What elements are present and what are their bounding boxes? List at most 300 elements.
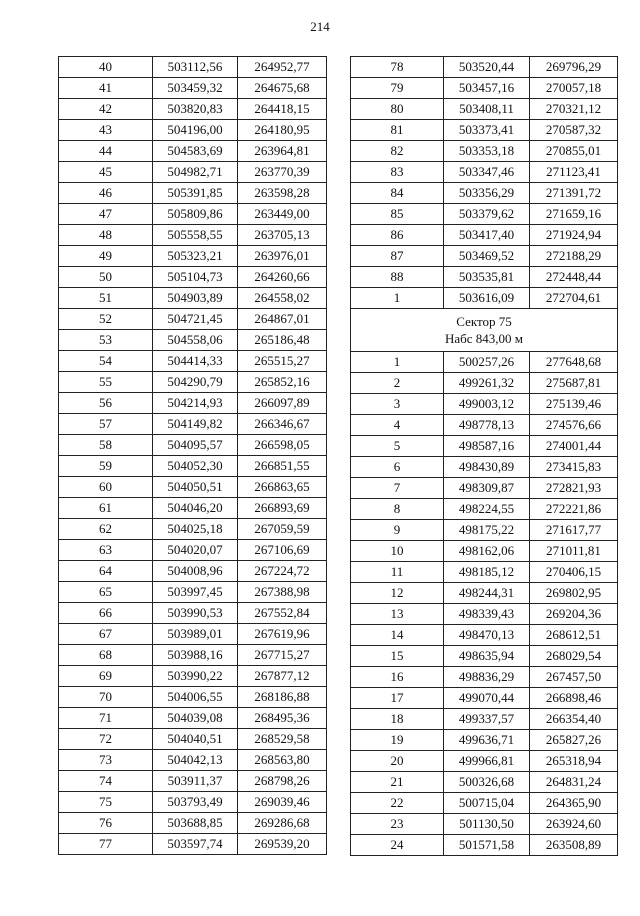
point-number-cell: 24 — [351, 835, 444, 856]
x-coordinate-cell: 504040,51 — [153, 729, 238, 750]
x-coordinate-cell: 504290,79 — [153, 372, 238, 393]
y-coordinate-cell: 263598,28 — [238, 183, 327, 204]
x-coordinate-cell: 503535,81 — [444, 267, 530, 288]
table-row — [59, 99, 327, 120]
point-number-cell: 1 — [351, 288, 444, 309]
x-coordinate-cell: 503597,74 — [153, 834, 238, 855]
table-row — [351, 667, 618, 688]
table-row — [59, 162, 327, 183]
y-coordinate-cell: 263770,39 — [238, 162, 327, 183]
table-row — [351, 730, 618, 751]
point-number-cell: 19 — [351, 730, 444, 751]
table-row — [351, 246, 618, 267]
table-row — [351, 583, 618, 604]
x-coordinate-cell: 504196,00 — [153, 120, 238, 141]
y-coordinate-cell: 264418,15 — [238, 99, 327, 120]
x-coordinate-cell: 504214,93 — [153, 393, 238, 414]
y-coordinate-cell: 266598,05 — [238, 435, 327, 456]
point-number-cell: 20 — [351, 751, 444, 772]
table-row — [59, 288, 327, 309]
x-coordinate-cell: 499070,44 — [444, 688, 530, 709]
table-row — [351, 562, 618, 583]
point-number-cell: 75 — [59, 792, 153, 813]
x-coordinate-cell: 504025,18 — [153, 519, 238, 540]
table-row — [351, 57, 618, 78]
table-row — [351, 814, 618, 835]
point-number-cell: 23 — [351, 814, 444, 835]
y-coordinate-cell: 264558,02 — [238, 288, 327, 309]
y-coordinate-cell: 274576,66 — [530, 415, 618, 436]
x-coordinate-cell: 503616,09 — [444, 288, 530, 309]
table-row — [351, 835, 618, 856]
table-row — [351, 793, 618, 814]
x-coordinate-cell: 504006,55 — [153, 687, 238, 708]
point-number-cell: 5 — [351, 436, 444, 457]
point-number-cell: 88 — [351, 267, 444, 288]
x-coordinate-cell: 505809,86 — [153, 204, 238, 225]
point-number-cell: 71 — [59, 708, 153, 729]
table-row — [59, 687, 327, 708]
table-row — [59, 771, 327, 792]
y-coordinate-cell: 266346,67 — [238, 414, 327, 435]
x-coordinate-cell: 505323,21 — [153, 246, 238, 267]
x-coordinate-cell: 503990,22 — [153, 666, 238, 687]
x-coordinate-cell: 498185,12 — [444, 562, 530, 583]
x-coordinate-cell: 503356,29 — [444, 183, 530, 204]
point-number-cell: 17 — [351, 688, 444, 709]
y-coordinate-cell: 271924,94 — [530, 225, 618, 246]
y-coordinate-cell: 269204,36 — [530, 604, 618, 625]
y-coordinate-cell: 265827,26 — [530, 730, 618, 751]
sector-subtitle: Набс 843,00 м — [444, 331, 524, 346]
x-coordinate-cell: 504095,57 — [153, 435, 238, 456]
point-number-cell: 15 — [351, 646, 444, 667]
point-number-cell: 60 — [59, 477, 153, 498]
x-coordinate-cell: 504558,06 — [153, 330, 238, 351]
left-coordinates-table — [58, 56, 327, 855]
point-number-cell: 81 — [351, 120, 444, 141]
y-coordinate-cell: 277648,68 — [530, 352, 618, 373]
point-number-cell: 79 — [351, 78, 444, 99]
point-number-cell: 74 — [59, 771, 153, 792]
x-coordinate-cell: 504039,08 — [153, 708, 238, 729]
point-number-cell: 87 — [351, 246, 444, 267]
x-coordinate-cell: 504008,96 — [153, 561, 238, 582]
y-coordinate-cell: 268798,26 — [238, 771, 327, 792]
y-coordinate-cell: 263449,00 — [238, 204, 327, 225]
table-row — [59, 708, 327, 729]
point-number-cell: 8 — [351, 499, 444, 520]
y-coordinate-cell: 266893,69 — [238, 498, 327, 519]
point-number-cell: 70 — [59, 687, 153, 708]
table-row — [59, 792, 327, 813]
point-number-cell: 66 — [59, 603, 153, 624]
point-number-cell: 59 — [59, 456, 153, 477]
y-coordinate-cell: 273415,83 — [530, 457, 618, 478]
y-coordinate-cell: 272448,44 — [530, 267, 618, 288]
point-number-cell: 7 — [351, 478, 444, 499]
point-number-cell: 73 — [59, 750, 153, 771]
x-coordinate-cell: 498587,16 — [444, 436, 530, 457]
y-coordinate-cell: 271011,81 — [530, 541, 618, 562]
point-number-cell: 53 — [59, 330, 153, 351]
table-row — [59, 225, 327, 246]
point-number-cell: 41 — [59, 78, 153, 99]
x-coordinate-cell: 499261,32 — [444, 373, 530, 394]
table-row — [59, 519, 327, 540]
table-row — [59, 372, 327, 393]
y-coordinate-cell: 268612,51 — [530, 625, 618, 646]
y-coordinate-cell: 265515,27 — [238, 351, 327, 372]
table-row — [59, 120, 327, 141]
x-coordinate-cell: 500715,04 — [444, 793, 530, 814]
point-number-cell: 10 — [351, 541, 444, 562]
y-coordinate-cell: 264831,24 — [530, 772, 618, 793]
x-coordinate-cell: 505558,55 — [153, 225, 238, 246]
y-coordinate-cell: 266097,89 — [238, 393, 327, 414]
y-coordinate-cell: 267106,69 — [238, 540, 327, 561]
table-row — [59, 624, 327, 645]
table-row — [59, 435, 327, 456]
x-coordinate-cell: 504414,33 — [153, 351, 238, 372]
table-row — [59, 309, 327, 330]
y-coordinate-cell: 267224,72 — [238, 561, 327, 582]
y-coordinate-cell: 264952,77 — [238, 57, 327, 78]
table-row — [351, 604, 618, 625]
x-coordinate-cell: 500326,68 — [444, 772, 530, 793]
point-number-cell: 2 — [351, 373, 444, 394]
table-row — [351, 499, 618, 520]
table-row — [59, 498, 327, 519]
x-coordinate-cell: 498635,94 — [444, 646, 530, 667]
table-row — [351, 141, 618, 162]
x-coordinate-cell: 498175,22 — [444, 520, 530, 541]
y-coordinate-cell: 267059,59 — [238, 519, 327, 540]
table-row — [351, 688, 618, 709]
point-number-cell: 46 — [59, 183, 153, 204]
y-coordinate-cell: 267715,27 — [238, 645, 327, 666]
y-coordinate-cell: 274001,44 — [530, 436, 618, 457]
x-coordinate-cell: 503911,37 — [153, 771, 238, 792]
point-number-cell: 65 — [59, 582, 153, 603]
point-number-cell: 77 — [59, 834, 153, 855]
table-row — [351, 625, 618, 646]
x-coordinate-cell: 498470,13 — [444, 625, 530, 646]
x-coordinate-cell: 503469,52 — [444, 246, 530, 267]
x-coordinate-cell: 504020,07 — [153, 540, 238, 561]
y-coordinate-cell: 266851,55 — [238, 456, 327, 477]
x-coordinate-cell: 505104,73 — [153, 267, 238, 288]
y-coordinate-cell: 271123,41 — [530, 162, 618, 183]
point-number-cell: 85 — [351, 204, 444, 225]
x-coordinate-cell: 504046,20 — [153, 498, 238, 519]
point-number-cell: 72 — [59, 729, 153, 750]
point-number-cell: 1 — [351, 352, 444, 373]
table-row — [59, 729, 327, 750]
x-coordinate-cell: 501571,58 — [444, 835, 530, 856]
y-coordinate-cell: 268563,80 — [238, 750, 327, 771]
table-row — [59, 477, 327, 498]
table-row — [351, 162, 618, 183]
table-row — [59, 540, 327, 561]
point-number-cell: 18 — [351, 709, 444, 730]
point-number-cell: 55 — [59, 372, 153, 393]
table-row — [59, 246, 327, 267]
x-coordinate-cell: 503990,53 — [153, 603, 238, 624]
y-coordinate-cell: 268029,54 — [530, 646, 618, 667]
page-number: 214 — [310, 19, 330, 34]
x-coordinate-cell: 498778,13 — [444, 415, 530, 436]
table-row — [59, 393, 327, 414]
table-row — [351, 646, 618, 667]
table-row — [351, 520, 618, 541]
y-coordinate-cell: 271659,16 — [530, 204, 618, 225]
y-coordinate-cell: 270321,12 — [530, 99, 618, 120]
y-coordinate-cell: 270057,18 — [530, 78, 618, 99]
table-row — [59, 351, 327, 372]
y-coordinate-cell: 263508,89 — [530, 835, 618, 856]
table-row — [59, 57, 327, 78]
y-coordinate-cell: 271391,72 — [530, 183, 618, 204]
table-row — [351, 267, 618, 288]
right-coordinates-table — [350, 56, 618, 856]
y-coordinate-cell: 269796,29 — [530, 57, 618, 78]
x-coordinate-cell: 503520,44 — [444, 57, 530, 78]
sector-title: Сектор 75 — [456, 314, 512, 329]
table-row — [59, 750, 327, 771]
y-coordinate-cell: 264180,95 — [238, 120, 327, 141]
x-coordinate-cell: 498309,87 — [444, 478, 530, 499]
point-number-cell: 62 — [59, 519, 153, 540]
point-number-cell: 52 — [59, 309, 153, 330]
point-number-cell: 84 — [351, 183, 444, 204]
x-coordinate-cell: 504982,71 — [153, 162, 238, 183]
point-number-cell: 45 — [59, 162, 153, 183]
x-coordinate-cell: 503353,18 — [444, 141, 530, 162]
point-number-cell: 67 — [59, 624, 153, 645]
table-row — [351, 183, 618, 204]
table-row — [351, 415, 618, 436]
x-coordinate-cell: 504052,30 — [153, 456, 238, 477]
table-row — [351, 204, 618, 225]
y-coordinate-cell: 263964,81 — [238, 141, 327, 162]
point-number-cell: 14 — [351, 625, 444, 646]
point-number-cell: 54 — [59, 351, 153, 372]
y-coordinate-cell: 268529,58 — [238, 729, 327, 750]
table-row — [351, 99, 618, 120]
y-coordinate-cell: 267619,96 — [238, 624, 327, 645]
point-number-cell: 22 — [351, 793, 444, 814]
point-number-cell: 63 — [59, 540, 153, 561]
y-coordinate-cell: 266354,40 — [530, 709, 618, 730]
y-coordinate-cell: 275687,81 — [530, 373, 618, 394]
table-row — [59, 267, 327, 288]
y-coordinate-cell: 267552,84 — [238, 603, 327, 624]
x-coordinate-cell: 498244,31 — [444, 583, 530, 604]
table-row — [351, 394, 618, 415]
y-coordinate-cell: 263924,60 — [530, 814, 618, 835]
y-coordinate-cell: 269539,20 — [238, 834, 327, 855]
point-number-cell: 51 — [59, 288, 153, 309]
table-row — [59, 834, 327, 855]
table-row — [351, 78, 618, 99]
table-row — [351, 478, 618, 499]
point-number-cell: 56 — [59, 393, 153, 414]
table-row — [59, 183, 327, 204]
table-row — [351, 709, 618, 730]
point-number-cell: 57 — [59, 414, 153, 435]
point-number-cell: 47 — [59, 204, 153, 225]
table-row — [59, 582, 327, 603]
x-coordinate-cell: 498430,89 — [444, 457, 530, 478]
y-coordinate-cell: 265852,16 — [238, 372, 327, 393]
x-coordinate-cell: 503688,85 — [153, 813, 238, 834]
table-row — [351, 751, 618, 772]
y-coordinate-cell: 270587,32 — [530, 120, 618, 141]
x-coordinate-cell: 503997,45 — [153, 582, 238, 603]
table-row — [59, 813, 327, 834]
table-row — [351, 772, 618, 793]
y-coordinate-cell: 272821,93 — [530, 478, 618, 499]
y-coordinate-cell: 264260,66 — [238, 267, 327, 288]
table-row — [59, 414, 327, 435]
x-coordinate-cell: 503112,56 — [153, 57, 238, 78]
x-coordinate-cell: 503417,40 — [444, 225, 530, 246]
point-number-cell: 61 — [59, 498, 153, 519]
x-coordinate-cell: 504721,45 — [153, 309, 238, 330]
x-coordinate-cell: 504903,89 — [153, 288, 238, 309]
x-coordinate-cell: 498339,43 — [444, 604, 530, 625]
table-row — [59, 204, 327, 225]
table-row — [59, 456, 327, 477]
y-coordinate-cell: 264867,01 — [238, 309, 327, 330]
point-number-cell: 4 — [351, 415, 444, 436]
y-coordinate-cell: 268186,88 — [238, 687, 327, 708]
point-number-cell: 86 — [351, 225, 444, 246]
point-number-cell: 83 — [351, 162, 444, 183]
x-coordinate-cell: 499003,12 — [444, 394, 530, 415]
sector-header-row — [351, 309, 618, 352]
point-number-cell: 3 — [351, 394, 444, 415]
table-row — [351, 436, 618, 457]
y-coordinate-cell: 267388,98 — [238, 582, 327, 603]
table-row — [59, 666, 327, 687]
table-row — [351, 288, 618, 309]
point-number-cell: 9 — [351, 520, 444, 541]
y-coordinate-cell: 269802,95 — [530, 583, 618, 604]
point-number-cell: 40 — [59, 57, 153, 78]
x-coordinate-cell: 500257,26 — [444, 352, 530, 373]
table-row — [59, 330, 327, 351]
y-coordinate-cell: 267877,12 — [238, 666, 327, 687]
y-coordinate-cell: 266863,65 — [238, 477, 327, 498]
x-coordinate-cell: 499337,57 — [444, 709, 530, 730]
y-coordinate-cell: 269039,46 — [238, 792, 327, 813]
point-number-cell: 82 — [351, 141, 444, 162]
x-coordinate-cell: 503459,32 — [153, 78, 238, 99]
table-row — [351, 541, 618, 562]
point-number-cell: 80 — [351, 99, 444, 120]
point-number-cell: 44 — [59, 141, 153, 162]
y-coordinate-cell: 270855,01 — [530, 141, 618, 162]
table-row — [351, 457, 618, 478]
table-row — [59, 141, 327, 162]
x-coordinate-cell: 504042,13 — [153, 750, 238, 771]
y-coordinate-cell: 269286,68 — [238, 813, 327, 834]
x-coordinate-cell: 503988,16 — [153, 645, 238, 666]
table-row — [351, 120, 618, 141]
x-coordinate-cell: 505391,85 — [153, 183, 238, 204]
x-coordinate-cell: 498162,06 — [444, 541, 530, 562]
x-coordinate-cell: 503793,49 — [153, 792, 238, 813]
point-number-cell: 16 — [351, 667, 444, 688]
point-number-cell: 13 — [351, 604, 444, 625]
x-coordinate-cell: 498224,55 — [444, 499, 530, 520]
table-row — [59, 78, 327, 99]
y-coordinate-cell: 267457,50 — [530, 667, 618, 688]
point-number-cell: 50 — [59, 267, 153, 288]
table-row — [59, 645, 327, 666]
point-number-cell: 58 — [59, 435, 153, 456]
x-coordinate-cell: 503373,41 — [444, 120, 530, 141]
x-coordinate-cell: 504583,69 — [153, 141, 238, 162]
point-number-cell: 12 — [351, 583, 444, 604]
x-coordinate-cell: 499966,81 — [444, 751, 530, 772]
x-coordinate-cell: 504149,82 — [153, 414, 238, 435]
x-coordinate-cell: 503347,46 — [444, 162, 530, 183]
y-coordinate-cell: 268495,36 — [238, 708, 327, 729]
x-coordinate-cell: 503379,62 — [444, 204, 530, 225]
x-coordinate-cell: 504050,51 — [153, 477, 238, 498]
point-number-cell: 48 — [59, 225, 153, 246]
y-coordinate-cell: 263976,01 — [238, 246, 327, 267]
y-coordinate-cell: 265318,94 — [530, 751, 618, 772]
y-coordinate-cell: 270406,15 — [530, 562, 618, 583]
point-number-cell: 78 — [351, 57, 444, 78]
y-coordinate-cell: 272704,61 — [530, 288, 618, 309]
table-row — [59, 603, 327, 624]
y-coordinate-cell: 271617,77 — [530, 520, 618, 541]
table-row — [351, 352, 618, 373]
point-number-cell: 64 — [59, 561, 153, 582]
x-coordinate-cell: 503457,16 — [444, 78, 530, 99]
x-coordinate-cell: 499636,71 — [444, 730, 530, 751]
point-number-cell: 21 — [351, 772, 444, 793]
point-number-cell: 49 — [59, 246, 153, 267]
y-coordinate-cell: 272221,86 — [530, 499, 618, 520]
y-coordinate-cell: 266898,46 — [530, 688, 618, 709]
point-number-cell: 42 — [59, 99, 153, 120]
y-coordinate-cell: 264675,68 — [238, 78, 327, 99]
x-coordinate-cell: 503989,01 — [153, 624, 238, 645]
point-number-cell: 11 — [351, 562, 444, 583]
y-coordinate-cell: 264365,90 — [530, 793, 618, 814]
table-row — [351, 225, 618, 246]
sector-header — [351, 309, 618, 352]
point-number-cell: 6 — [351, 457, 444, 478]
point-number-cell: 43 — [59, 120, 153, 141]
y-coordinate-cell: 263705,13 — [238, 225, 327, 246]
y-coordinate-cell: 272188,29 — [530, 246, 618, 267]
y-coordinate-cell: 275139,46 — [530, 394, 618, 415]
point-number-cell: 76 — [59, 813, 153, 834]
y-coordinate-cell: 265186,48 — [238, 330, 327, 351]
x-coordinate-cell: 498836,29 — [444, 667, 530, 688]
x-coordinate-cell: 503408,11 — [444, 99, 530, 120]
point-number-cell: 69 — [59, 666, 153, 687]
table-row — [351, 373, 618, 394]
x-coordinate-cell: 503820,83 — [153, 99, 238, 120]
